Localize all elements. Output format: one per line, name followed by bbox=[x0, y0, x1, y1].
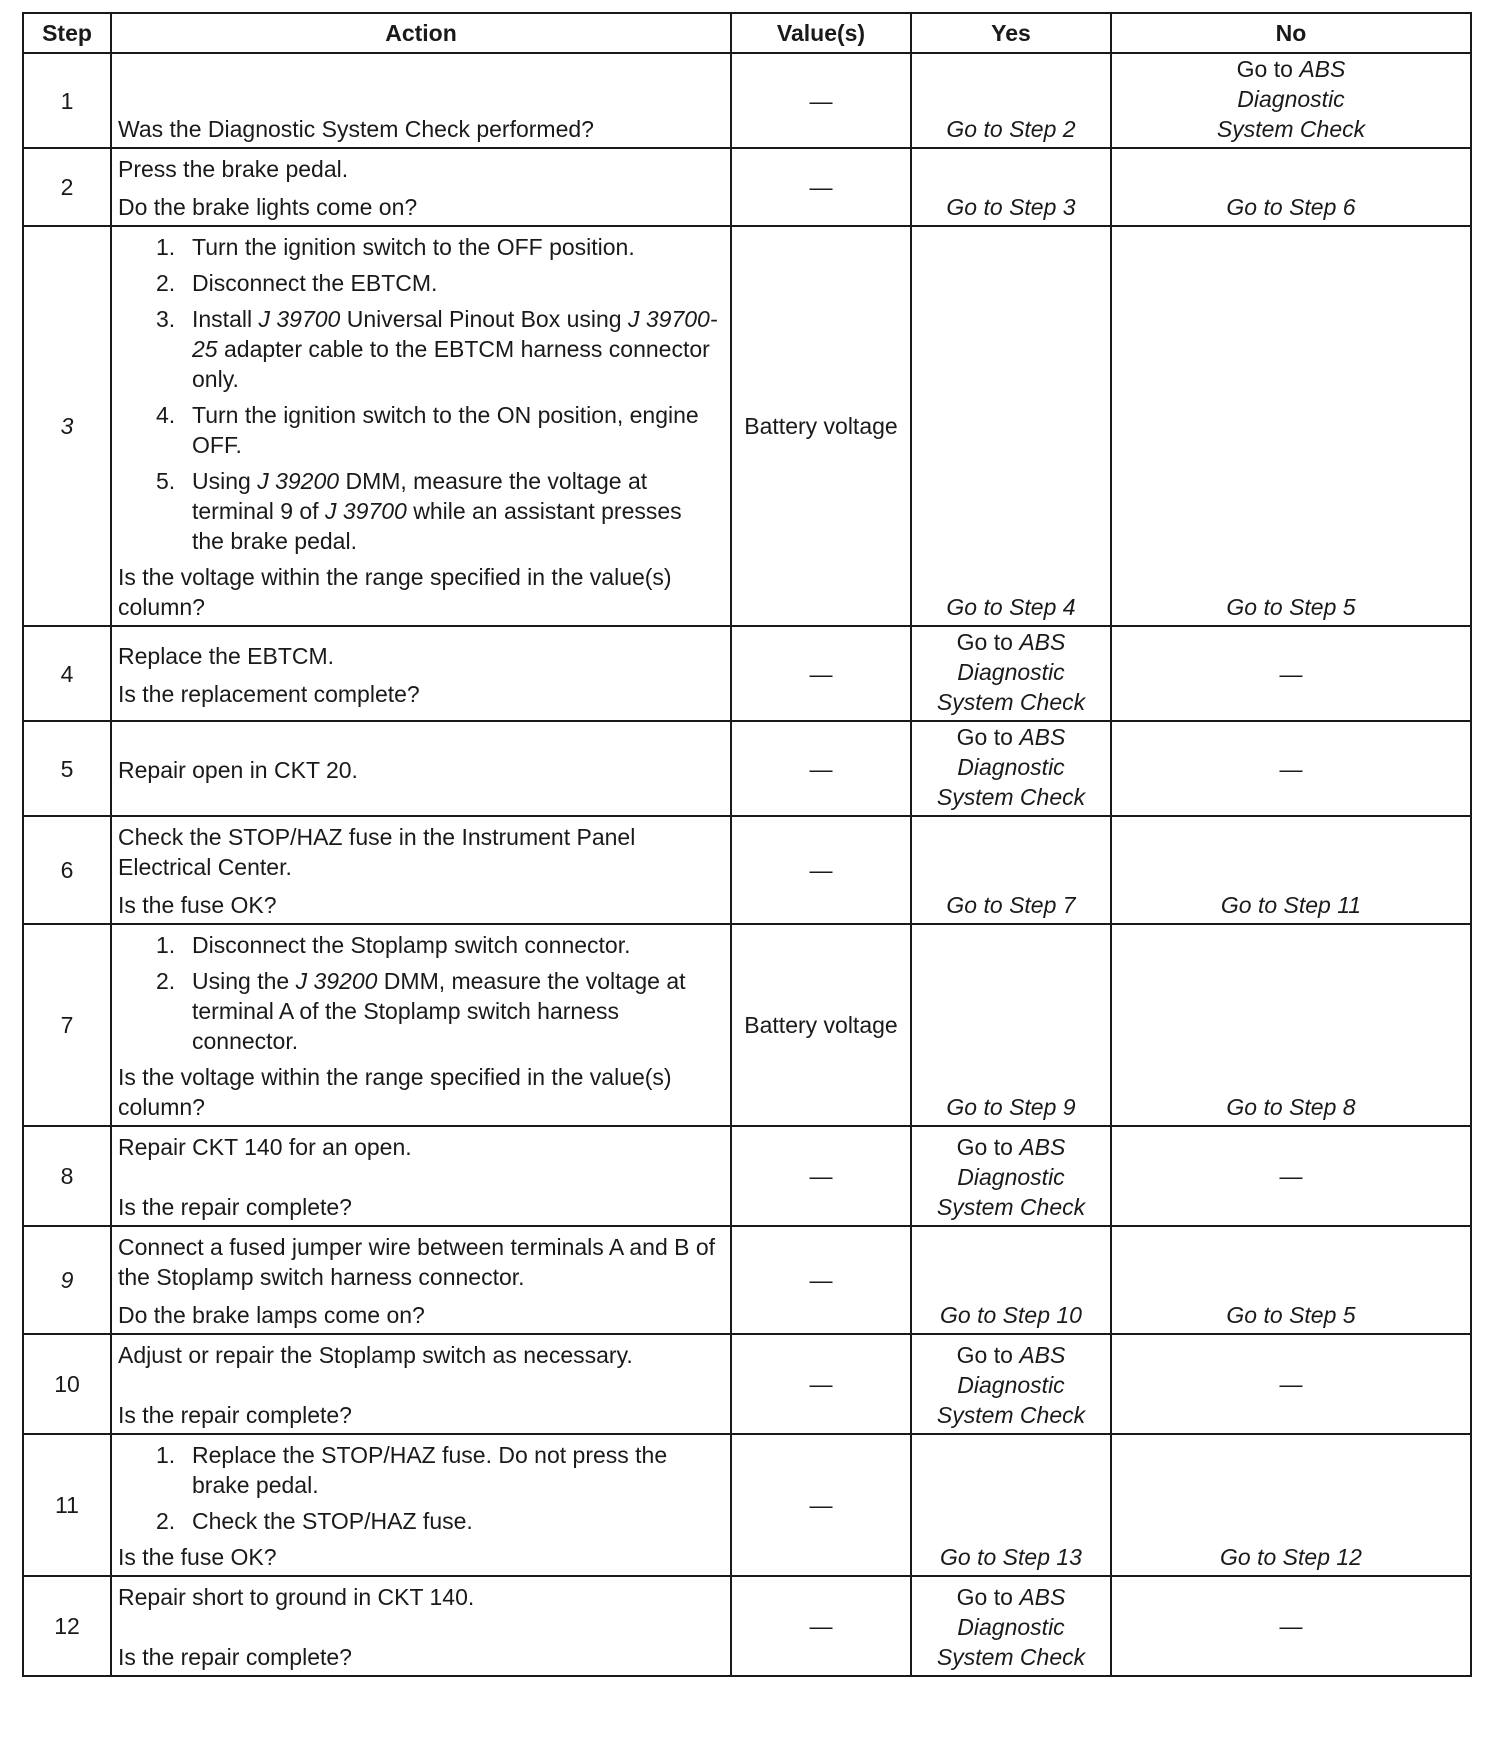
diagnostic-table bbox=[22, 12, 1472, 1677]
no-cell: Go to Step 8 bbox=[1111, 924, 1471, 1126]
item-number: 4. bbox=[156, 402, 176, 428]
abs-label: ABS bbox=[1019, 629, 1066, 655]
value-cell: — bbox=[731, 626, 911, 721]
no-cell: — bbox=[1111, 1334, 1471, 1434]
tool-name: J 39700-25 bbox=[192, 306, 718, 362]
action-cell bbox=[111, 924, 731, 1126]
list-item bbox=[156, 966, 720, 1056]
yes-cell: Go to Step 13 bbox=[911, 1434, 1111, 1576]
no-cell: — bbox=[1111, 721, 1471, 816]
item-number: 2. bbox=[156, 270, 176, 296]
no-cell bbox=[1111, 53, 1471, 148]
item-text-a: Using bbox=[192, 468, 258, 494]
no-cell: Go to Step 5 bbox=[1111, 1226, 1471, 1334]
action-question: Is the replacement complete? bbox=[118, 680, 420, 707]
list-item bbox=[156, 400, 720, 460]
action-cell bbox=[111, 1226, 731, 1334]
item-text-b: Universal Pinout Box using bbox=[340, 306, 628, 332]
abs-label: ABS bbox=[1019, 1134, 1066, 1160]
value-cell: — bbox=[731, 148, 911, 226]
system-check-label: System Check bbox=[936, 1644, 1086, 1670]
diagnostic-table-page bbox=[22, 12, 1470, 1677]
action-question: Is the voltage within the range specified in the value(s) column? bbox=[118, 564, 672, 620]
item-number: 1. bbox=[156, 932, 176, 958]
action-question: Do the brake lamps come on? bbox=[118, 1302, 425, 1328]
header-row bbox=[23, 13, 1471, 53]
list-item bbox=[156, 268, 720, 298]
no-cell: Go to Step 12 bbox=[1111, 1434, 1471, 1576]
action-cell bbox=[111, 1434, 731, 1576]
action-steps bbox=[118, 930, 720, 1056]
action-question: Is the repair complete? bbox=[118, 1194, 352, 1220]
step-number: 4 bbox=[23, 626, 111, 721]
no-cell: Go to Step 5 bbox=[1111, 226, 1471, 626]
action-cell bbox=[111, 1126, 731, 1226]
item-text: Check the STOP/HAZ fuse. bbox=[192, 1508, 473, 1534]
step-number: 9 bbox=[23, 1226, 111, 1334]
goto-label: Go to bbox=[956, 1584, 1013, 1610]
item-text: Disconnect the EBTCM. bbox=[192, 270, 438, 296]
action-cell bbox=[111, 1334, 731, 1434]
action-cell bbox=[111, 816, 731, 924]
system-check-label: System Check bbox=[936, 1402, 1086, 1428]
item-number: 2. bbox=[156, 1508, 176, 1534]
action-question: Is the voltage within the range specified in the value(s) column? bbox=[118, 1064, 672, 1120]
yes-cell bbox=[911, 1576, 1111, 1676]
action-question: Do the brake lights come on? bbox=[118, 194, 418, 220]
list-item bbox=[156, 1440, 720, 1500]
table-row bbox=[23, 1226, 1471, 1334]
item-text-c: adapter cable to the EBTCM harness connector only. bbox=[192, 336, 710, 392]
tool-name: J 39200 bbox=[257, 468, 340, 494]
header-action: Action bbox=[111, 13, 731, 53]
value-cell: Battery voltage bbox=[731, 924, 911, 1126]
diagnostic-label: Diagnostic bbox=[957, 659, 1065, 685]
table-row bbox=[23, 226, 1471, 626]
action-instruction: Check the STOP/HAZ fuse in the Instrument Panel Electrical Center. bbox=[118, 824, 636, 880]
item-text-a: Using the bbox=[192, 968, 296, 994]
step-number: 12 bbox=[23, 1576, 111, 1676]
action-cell bbox=[111, 53, 731, 148]
value-cell: — bbox=[731, 721, 911, 816]
action-instruction: Repair short to ground in CKT 140. bbox=[118, 1584, 475, 1610]
step-number: 5 bbox=[23, 721, 111, 816]
value-cell: — bbox=[731, 1226, 911, 1334]
table-row bbox=[23, 1334, 1471, 1434]
action-instruction: Repair CKT 140 for an open. bbox=[118, 1134, 412, 1160]
action-steps bbox=[118, 1440, 720, 1536]
action-cell bbox=[111, 148, 731, 226]
table-row bbox=[23, 1576, 1471, 1676]
step-number: 3 bbox=[23, 226, 111, 626]
step-number: 1 bbox=[23, 53, 111, 148]
table-row bbox=[23, 148, 1471, 226]
list-item bbox=[156, 466, 720, 556]
item-text: Replace the STOP/HAZ fuse. Do not press the brake pedal. bbox=[192, 1442, 668, 1498]
item-text: Disconnect the Stoplamp switch connector. bbox=[192, 932, 631, 958]
list-item bbox=[156, 232, 720, 262]
header-values: Value(s) bbox=[731, 13, 911, 53]
action-steps bbox=[118, 232, 720, 556]
table-row bbox=[23, 1126, 1471, 1226]
action-cell bbox=[111, 721, 731, 816]
step-number: 11 bbox=[23, 1434, 111, 1576]
yes-cell: Go to Step 9 bbox=[911, 924, 1111, 1126]
item-number: 3. bbox=[156, 306, 176, 332]
diagnostic-label: Diagnostic bbox=[957, 1164, 1065, 1190]
table-row bbox=[23, 1434, 1471, 1576]
value-cell: — bbox=[731, 1126, 911, 1226]
tool-name: J 39700 bbox=[258, 306, 341, 332]
item-text: Turn the ignition switch to the OFF position. bbox=[192, 234, 635, 260]
item-text-c: while an assistant presses the brake pedal. bbox=[192, 498, 682, 554]
table-row bbox=[23, 924, 1471, 1126]
item-text-a: Install bbox=[192, 306, 259, 332]
action-instruction: Repair open in CKT 20. bbox=[118, 756, 358, 783]
yes-cell: Go to Step 10 bbox=[911, 1226, 1111, 1334]
yes-cell: Go to Step 2 bbox=[911, 53, 1111, 148]
diagnostic-label: Diagnostic bbox=[957, 1372, 1065, 1398]
system-check-label: System Check bbox=[936, 689, 1086, 715]
system-check-label: System Check bbox=[936, 1194, 1086, 1220]
action-question: Is the repair complete? bbox=[118, 1644, 352, 1670]
table-row bbox=[23, 816, 1471, 924]
table-row bbox=[23, 53, 1471, 148]
yes-cell bbox=[911, 626, 1111, 721]
step-number: 10 bbox=[23, 1334, 111, 1434]
action-instruction: Adjust or repair the Stoplamp switch as necessary. bbox=[118, 1342, 633, 1368]
value-cell: — bbox=[731, 1434, 911, 1576]
diagnostic-label: Diagnostic bbox=[1237, 86, 1345, 112]
no-cell: Go to Step 11 bbox=[1111, 816, 1471, 924]
action-cell bbox=[111, 226, 731, 626]
goto-label: Go to bbox=[956, 724, 1013, 750]
no-cell: — bbox=[1111, 626, 1471, 721]
abs-label: ABS bbox=[1299, 56, 1346, 82]
step-number: 6 bbox=[23, 816, 111, 924]
system-check-label: System Check bbox=[1216, 116, 1366, 142]
item-number: 2. bbox=[156, 968, 176, 994]
action-question: Was the Diagnostic System Check performed? bbox=[118, 116, 594, 142]
action-question: Is the fuse OK? bbox=[118, 1544, 277, 1570]
action-cell bbox=[111, 626, 731, 721]
action-instruction: Replace the EBTCM. bbox=[118, 642, 335, 669]
value-cell: — bbox=[731, 816, 911, 924]
goto-label: Go to bbox=[1236, 56, 1293, 82]
yes-cell: Go to Step 4 bbox=[911, 226, 1111, 626]
no-cell: Go to Step 6 bbox=[1111, 148, 1471, 226]
item-text: Turn the ignition switch to the ON position, engine OFF. bbox=[192, 402, 699, 458]
value-cell: Battery voltage bbox=[731, 226, 911, 626]
diagnostic-label: Diagnostic bbox=[957, 754, 1065, 780]
yes-cell: Go to Step 3 bbox=[911, 148, 1111, 226]
header-step: Step bbox=[23, 13, 111, 53]
action-cell bbox=[111, 1576, 731, 1676]
action-instruction: Connect a fused jumper wire between terminals A and B of the Stoplamp switch harness connector. bbox=[118, 1234, 716, 1290]
diagnostic-label: Diagnostic bbox=[957, 1614, 1065, 1640]
item-number: 5. bbox=[156, 468, 176, 494]
table-row bbox=[23, 626, 1471, 721]
value-cell: — bbox=[731, 1576, 911, 1676]
value-cell: — bbox=[731, 53, 911, 148]
value-cell: — bbox=[731, 1334, 911, 1434]
goto-label: Go to bbox=[956, 1342, 1013, 1368]
table-row bbox=[23, 721, 1471, 816]
item-number: 1. bbox=[156, 1442, 176, 1468]
item-text-b: DMM, measure the voltage at terminal A of the Stoplamp switch harness connector. bbox=[192, 968, 686, 1054]
header-yes: Yes bbox=[911, 13, 1111, 53]
no-cell: — bbox=[1111, 1576, 1471, 1676]
goto-label: Go to bbox=[956, 1134, 1013, 1160]
abs-label: ABS bbox=[1019, 1342, 1066, 1368]
abs-label: ABS bbox=[1019, 724, 1066, 750]
header-no: No bbox=[1111, 13, 1471, 53]
item-text-b: DMM, measure the voltage at terminal 9 of bbox=[192, 468, 648, 524]
yes-cell bbox=[911, 1126, 1111, 1226]
list-item bbox=[156, 930, 720, 960]
action-instruction: Press the brake pedal. bbox=[118, 156, 349, 182]
list-item bbox=[156, 304, 720, 394]
step-number: 8 bbox=[23, 1126, 111, 1226]
action-question: Is the fuse OK? bbox=[118, 892, 277, 918]
yes-cell bbox=[911, 1334, 1111, 1434]
step-number: 2 bbox=[23, 148, 111, 226]
step-number: 7 bbox=[23, 924, 111, 1126]
list-item bbox=[156, 1506, 720, 1536]
no-cell: — bbox=[1111, 1126, 1471, 1226]
system-check-label: System Check bbox=[936, 784, 1086, 810]
yes-cell: Go to Step 7 bbox=[911, 816, 1111, 924]
item-number: 1. bbox=[156, 234, 176, 260]
abs-label: ABS bbox=[1019, 1584, 1066, 1610]
tool-name: J 39200 bbox=[295, 968, 378, 994]
action-question: Is the repair complete? bbox=[118, 1402, 352, 1428]
yes-cell bbox=[911, 721, 1111, 816]
tool-name: J 39700 bbox=[324, 498, 407, 524]
goto-label: Go to bbox=[956, 629, 1013, 655]
